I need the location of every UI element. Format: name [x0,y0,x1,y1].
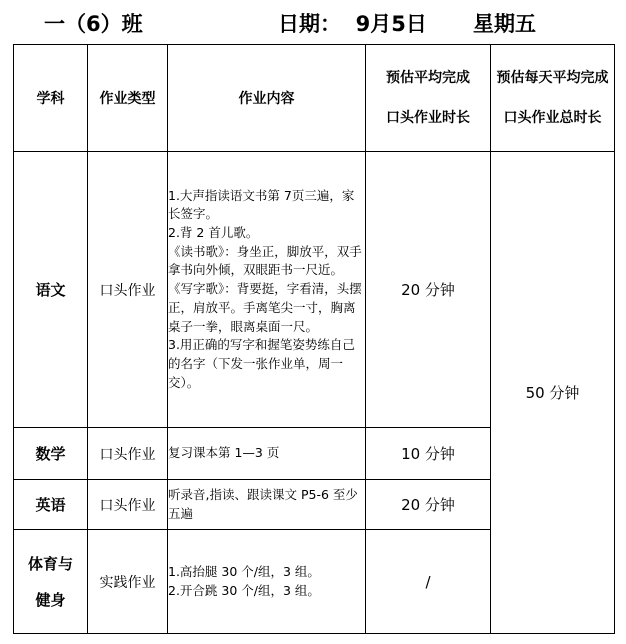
content-line: 1.大声指读语文书第 7页三遍，家长签字。 [168,187,355,222]
content-line: 1.高抬腿 30 个/组，3 组。 [168,563,320,579]
content-line: 2.开合跳 30 个/组，3 组。 [168,582,320,598]
content-line: 《读书歌》：身坐正，脚放平，双手拿书向外倾，双眼距书一尺近。 [168,243,362,278]
header-row [14,45,615,152]
subject-line2: 健身 [35,590,66,609]
time-cell: 10 分钟 [366,428,491,480]
time-cell: 20 分钟 [366,480,491,530]
class-name: 一（6）班 [44,12,143,36]
type-cell: 口头作业 [88,152,168,428]
content-line: 3.用正确的写字和握笔姿势练自己的名字（下发一张作业单，周一交）。 [168,337,355,390]
type-cell: 口头作业 [88,428,168,480]
col-avg-time [366,45,491,152]
type-cell: 实践作业 [88,530,168,634]
content-cell [168,428,366,480]
date-label: 日期： 9月5日 [278,12,427,36]
content-cell [168,530,366,634]
col-avg-time-line1: 预估平均完成 [386,70,470,86]
col-daily-total-line2: 口头作业总时长 [503,110,602,126]
weekday-label: 星期五 [473,12,536,36]
daily-total-cell: 50 分钟 [491,152,615,634]
subject-cell [14,530,88,634]
time-cell: 20 分钟 [366,152,491,428]
content-line: 2.背 2 首儿歌。 [168,225,259,241]
col-type: 作业类型 [88,45,168,152]
col-daily-total [491,45,615,152]
content-line: 复习课本第 1—3 页 [168,445,280,461]
subject-cell: 数学 [14,428,88,480]
content-cell [168,480,366,530]
subject-cell: 英语 [14,480,88,530]
col-subject: 学科 [14,45,88,152]
homework-table [13,44,615,634]
col-daily-total-line1: 预估每天平均完成 [496,70,609,86]
time-cell: / [366,530,491,634]
type-cell: 口头作业 [88,480,168,530]
col-content: 作业内容 [168,45,366,152]
subject-line1: 体育与 [27,554,73,573]
col-avg-time-line2: 口头作业时长 [386,110,470,126]
content-line: 听录音,指读、跟读课文 P5-6 至少五遍 [168,486,358,521]
subject-cell: 语文 [14,152,88,428]
content-cell [168,152,366,428]
content-line: 《写字歌》：背要挺，字看清，头摆正，肩放平。手离笔尖一寸，胸离桌子一拳，眼离桌面一尺。 [168,281,362,334]
page-header [0,4,626,40]
table-row-chinese [14,152,615,428]
